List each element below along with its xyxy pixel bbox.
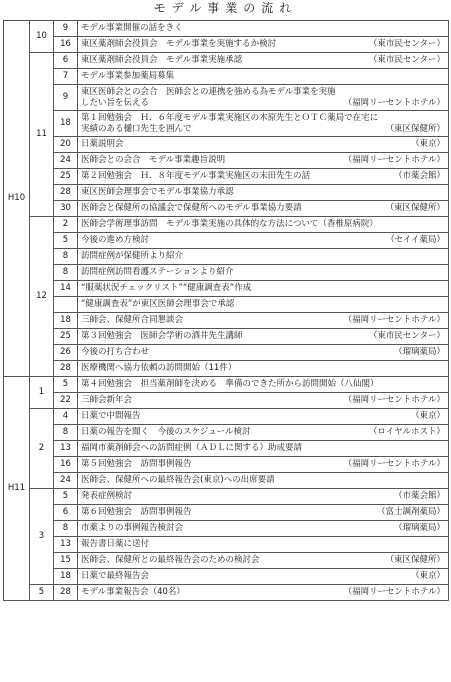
event-cell bbox=[78, 249, 449, 265]
event-text: 第２回勉強会 Ｈ．８年度モデル事業実施区の末田先生の話 bbox=[81, 171, 311, 182]
table-row bbox=[4, 313, 449, 329]
event-text: 訪問症例が保健所より紹介 bbox=[81, 251, 184, 262]
table-row bbox=[4, 85, 449, 111]
event-line bbox=[81, 379, 445, 390]
table-row bbox=[4, 489, 449, 505]
table-row bbox=[4, 521, 449, 537]
event-line bbox=[81, 155, 445, 166]
day-cell: 28 bbox=[54, 585, 78, 601]
event-place: （セイイ薬局） bbox=[386, 235, 445, 246]
table-row bbox=[4, 441, 449, 457]
event-line bbox=[81, 459, 445, 470]
event-place: （東区保健所） bbox=[385, 123, 445, 134]
event-line bbox=[81, 331, 445, 342]
event-cell bbox=[78, 37, 449, 53]
event-place: （ロイヤルホスト） bbox=[368, 427, 445, 438]
schedule-body bbox=[4, 21, 449, 601]
event-cell bbox=[78, 85, 449, 111]
day-cell: 5 bbox=[54, 377, 78, 393]
event-place: （東市民センター） bbox=[368, 331, 445, 342]
table-row bbox=[4, 537, 449, 553]
event-cell bbox=[78, 457, 449, 473]
table-row bbox=[4, 111, 449, 137]
event-place: （東京） bbox=[410, 411, 445, 422]
event-cell bbox=[78, 569, 449, 585]
event-cell bbox=[78, 489, 449, 505]
day-cell: 30 bbox=[54, 201, 78, 217]
event-line bbox=[81, 283, 445, 294]
day-cell: 16 bbox=[54, 37, 78, 53]
event-place: （瑠璃薬局） bbox=[393, 523, 445, 534]
event-text: 三師会、保健所合同懇談会 bbox=[81, 315, 184, 326]
day-cell: 9 bbox=[54, 21, 78, 37]
table-row bbox=[4, 185, 449, 201]
event-line bbox=[81, 539, 445, 550]
day-cell: 15 bbox=[54, 553, 78, 569]
month-cell: 12 bbox=[30, 217, 54, 377]
event-cell bbox=[78, 69, 449, 85]
table-row bbox=[4, 265, 449, 281]
event-place: （東区保健所） bbox=[385, 555, 445, 566]
event-text: 発表症例検討 bbox=[81, 491, 133, 502]
table-row bbox=[4, 393, 449, 409]
table-row bbox=[4, 201, 449, 217]
event-line bbox=[81, 187, 445, 198]
day-cell: 8 bbox=[54, 425, 78, 441]
event-text: モデル事業報告会（40名） bbox=[81, 587, 185, 598]
event-line bbox=[81, 491, 445, 502]
event-cell bbox=[78, 377, 449, 393]
event-cell bbox=[78, 473, 449, 489]
event-line bbox=[81, 507, 445, 518]
event-place: （瑠璃薬局） bbox=[393, 347, 445, 358]
event-line bbox=[81, 171, 445, 182]
event-cell bbox=[78, 233, 449, 249]
event-text: 日薬の報告を聞く 今後のスケジュール検討 bbox=[81, 427, 251, 438]
event-text: 東区医師会との会合 医師会との連携を強める為モデル事業を実施したい旨を伝える bbox=[81, 87, 336, 108]
event-place: （福岡リーセントホテル） bbox=[343, 395, 445, 406]
day-cell: 28 bbox=[54, 185, 78, 201]
event-text: 第４回勉強会 担当薬剤師を決める 準備のできた所から訪問開始（八仙閣） bbox=[81, 379, 379, 390]
event-text: 医師会と保健所の協議会で保健所へのモデル事業協力要請 bbox=[81, 203, 302, 214]
event-cell bbox=[78, 265, 449, 281]
day-cell: 14 bbox=[54, 281, 78, 297]
event-cell bbox=[78, 281, 449, 297]
table-row bbox=[4, 457, 449, 473]
day-cell: 18 bbox=[54, 111, 78, 137]
month-cell: 11 bbox=[30, 53, 54, 217]
event-line bbox=[81, 267, 445, 278]
table-row bbox=[4, 585, 449, 601]
day-cell: 5 bbox=[54, 489, 78, 505]
event-cell bbox=[78, 153, 449, 169]
day-cell: 9 bbox=[54, 85, 78, 111]
event-cell bbox=[78, 201, 449, 217]
event-cell bbox=[78, 53, 449, 69]
day-cell: 4 bbox=[54, 409, 78, 425]
event-text: 東区医師会理事会でモデル事業協力承認 bbox=[81, 187, 234, 198]
event-text: モデル事業開催の話をきく bbox=[81, 23, 183, 34]
event-place: （市薬会館） bbox=[393, 491, 445, 502]
event-cell bbox=[78, 361, 449, 377]
event-text: 市薬よりの事例報告検討会 bbox=[81, 523, 184, 534]
event-cell bbox=[78, 313, 449, 329]
event-line bbox=[81, 87, 445, 108]
event-line bbox=[81, 443, 445, 454]
event-cell bbox=[78, 393, 449, 409]
event-text: 東区薬剤師会役員会 モデル事業実施承認 bbox=[81, 55, 243, 66]
month-cell: 10 bbox=[30, 21, 54, 53]
table-row bbox=[4, 233, 449, 249]
event-text: 医師会との会合 モデル事業趣旨説明 bbox=[81, 155, 226, 166]
month-cell: 3 bbox=[30, 489, 54, 585]
day-cell: 26 bbox=[54, 345, 78, 361]
event-line bbox=[81, 315, 445, 326]
table-row bbox=[4, 377, 449, 393]
table-row bbox=[4, 69, 449, 85]
event-line bbox=[81, 251, 445, 262]
page-title: モデル事業の流れ bbox=[153, 1, 298, 15]
table-row bbox=[4, 53, 449, 69]
table-row bbox=[4, 425, 449, 441]
table-row bbox=[4, 361, 449, 377]
day-cell: 18 bbox=[54, 569, 78, 585]
table-row bbox=[4, 249, 449, 265]
table-row bbox=[4, 409, 449, 425]
event-text: 医師会、保健所への最終報告会(東京)への出席要請 bbox=[81, 475, 275, 486]
event-place: （福岡リーセントホテル） bbox=[343, 97, 445, 108]
event-text: 今後の打ち合わせ bbox=[81, 347, 150, 358]
day-cell: 25 bbox=[54, 169, 78, 185]
event-place: （福岡リーセントホテル） bbox=[343, 587, 445, 598]
event-cell bbox=[78, 137, 449, 153]
month-cell: 2 bbox=[30, 409, 54, 489]
event-line bbox=[81, 427, 445, 438]
day-cell: 24 bbox=[54, 153, 78, 169]
event-place: （東市民センター） bbox=[368, 55, 445, 66]
table-row bbox=[4, 553, 449, 569]
month-cell: 5 bbox=[30, 585, 54, 601]
event-line bbox=[81, 219, 445, 230]
table-row bbox=[4, 281, 449, 297]
event-line bbox=[81, 39, 445, 50]
event-text: 医師会、保健所との最終報告会のための検討会 bbox=[81, 555, 260, 566]
event-place: （市薬会館） bbox=[393, 171, 445, 182]
event-line bbox=[81, 235, 445, 246]
event-line bbox=[81, 71, 445, 82]
table-row bbox=[4, 329, 449, 345]
event-place: （東市民センター） bbox=[368, 39, 445, 50]
event-line bbox=[81, 139, 445, 150]
table-row bbox=[4, 569, 449, 585]
event-text: 第６回勉強会 訪問事例報告 bbox=[81, 507, 192, 518]
event-text: 東区薬剤師会役員会 モデル事業を実施するか検討 bbox=[81, 39, 277, 50]
event-cell bbox=[78, 585, 449, 601]
event-text: 医療機関へ協力依頼の訪問開始（11件） bbox=[81, 363, 237, 374]
day-cell: 5 bbox=[54, 233, 78, 249]
event-line bbox=[81, 395, 445, 406]
event-text: 日薬で最終報告会 bbox=[81, 571, 150, 582]
event-line bbox=[81, 203, 445, 214]
event-line bbox=[81, 347, 445, 358]
event-text: 報告書日薬に送付 bbox=[81, 539, 150, 550]
event-cell bbox=[78, 505, 449, 521]
event-cell bbox=[78, 329, 449, 345]
event-line bbox=[81, 411, 445, 422]
event-line bbox=[81, 571, 445, 582]
day-cell: 13 bbox=[54, 537, 78, 553]
day-cell: 7 bbox=[54, 69, 78, 85]
event-text: 福岡市薬剤師会への訪問症例（ＡＤＬに関する）助成要請 bbox=[81, 443, 303, 454]
event-line bbox=[81, 587, 445, 598]
event-text: 日薬説明会 bbox=[81, 139, 124, 150]
table-row bbox=[4, 37, 449, 53]
event-text: “服薬状況チェックリスト”“健康調査表”作成 bbox=[81, 283, 252, 294]
table-row bbox=[4, 345, 449, 361]
day-cell: 22 bbox=[54, 393, 78, 409]
day-cell: 8 bbox=[54, 521, 78, 537]
year-cell: H10 bbox=[4, 21, 30, 377]
event-line bbox=[81, 113, 445, 134]
day-cell: 13 bbox=[54, 441, 78, 457]
event-cell bbox=[78, 409, 449, 425]
event-line bbox=[81, 475, 445, 486]
event-cell bbox=[78, 217, 449, 233]
event-place: （東区保健所） bbox=[385, 203, 445, 214]
event-cell bbox=[78, 425, 449, 441]
event-line bbox=[81, 23, 445, 34]
day-cell: 24 bbox=[54, 473, 78, 489]
table-row bbox=[4, 153, 449, 169]
event-cell bbox=[78, 521, 449, 537]
event-cell bbox=[78, 537, 449, 553]
event-place: （富士調剤薬局） bbox=[376, 507, 445, 518]
event-text: 三師会新年会 bbox=[81, 395, 133, 406]
event-line bbox=[81, 55, 445, 66]
event-cell bbox=[78, 111, 449, 137]
event-cell bbox=[78, 169, 449, 185]
day-cell: 6 bbox=[54, 505, 78, 521]
day-cell: 8 bbox=[54, 265, 78, 281]
event-text: 第１回勉強会 Ｈ．６年度モデル事業実施区の木原先生とＯＴＣ薬局で在宅に実績のある樋口先生を囲んで bbox=[81, 113, 379, 134]
event-text: “健康調査表”が東区医師会理事会で承認 bbox=[81, 299, 235, 310]
event-cell bbox=[78, 553, 449, 569]
day-cell: 25 bbox=[54, 329, 78, 345]
event-cell bbox=[78, 441, 449, 457]
event-text: 医師会学術理事訪問 モデル事業実施の具体的な方法について（香椎原病院） bbox=[81, 219, 378, 230]
event-line bbox=[81, 523, 445, 534]
event-cell bbox=[78, 297, 449, 313]
event-line bbox=[81, 363, 445, 374]
month-cell: 1 bbox=[30, 377, 54, 409]
event-cell bbox=[78, 345, 449, 361]
year-cell: H11 bbox=[4, 377, 30, 601]
event-text: 第３回勉強会 医師会学術の酒井先生講師 bbox=[81, 331, 243, 342]
table-row bbox=[4, 505, 449, 521]
event-cell bbox=[78, 185, 449, 201]
event-cell bbox=[78, 21, 449, 37]
event-place: （福岡リーセントホテル） bbox=[343, 459, 445, 470]
day-cell: 18 bbox=[54, 313, 78, 329]
day-cell: 20 bbox=[54, 137, 78, 153]
day-cell: 28 bbox=[54, 361, 78, 377]
event-place: （福岡リーセントホテル） bbox=[343, 315, 445, 326]
event-line bbox=[81, 299, 445, 310]
event-text: 今後の進め方検討 bbox=[81, 235, 150, 246]
table-row bbox=[4, 169, 449, 185]
schedule-table bbox=[3, 20, 449, 601]
event-text: 第５回勉強会 訪問事例報告 bbox=[81, 459, 192, 470]
event-place: （東京） bbox=[410, 139, 445, 150]
event-line bbox=[81, 555, 445, 566]
event-text: モデル事業参加薬局募集 bbox=[81, 71, 175, 82]
event-place: （東京） bbox=[410, 571, 445, 582]
table-row bbox=[4, 21, 449, 37]
event-place: （福岡リーセントホテル） bbox=[343, 155, 445, 166]
day-cell: 6 bbox=[54, 53, 78, 69]
day-cell: 8 bbox=[54, 249, 78, 265]
table-row bbox=[4, 137, 449, 153]
day-cell bbox=[54, 297, 78, 313]
day-cell: 2 bbox=[54, 217, 78, 233]
table-row bbox=[4, 217, 449, 233]
table-row bbox=[4, 473, 449, 489]
table-row bbox=[4, 297, 449, 313]
day-cell: 16 bbox=[54, 457, 78, 473]
event-text: 訪問症例訪問看護ステーションより紹介 bbox=[81, 267, 234, 278]
event-text: 日薬で中間報告 bbox=[81, 411, 141, 422]
